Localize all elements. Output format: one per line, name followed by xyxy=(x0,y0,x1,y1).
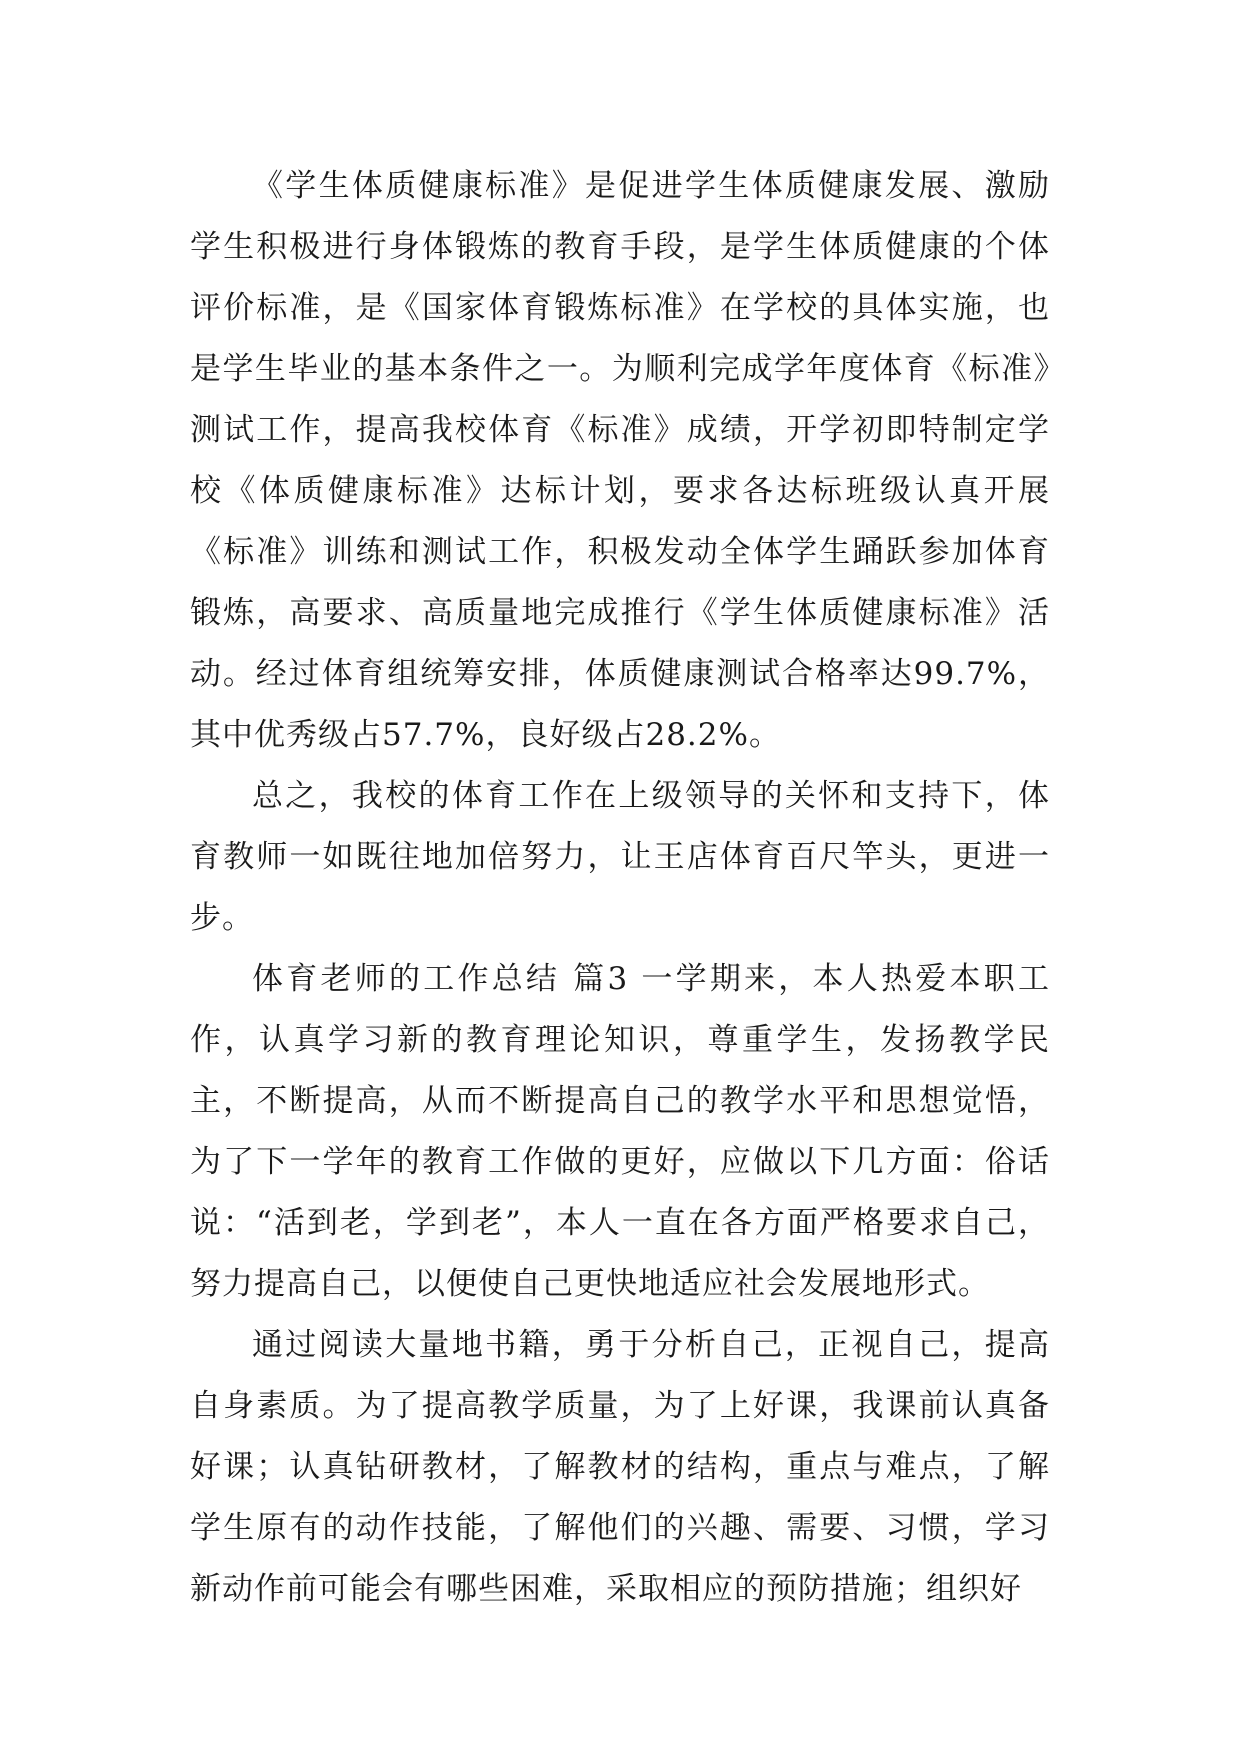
paragraph-standard-implementation: 《学生体质健康标准》是促进学生体质健康发展、激励学生积极进行身体锻炼的教育手段，是学生体质健康的个体评价标准，是《国家体育锻炼标准》在学校的具体实施，也是学生毕业的基本条件之一。为顺利完成学年度体育《标准》测试工作，提高我校体育《标准》成绩，开学初即特制定学校《体质健康标准》达标计划，要求各达标班级认真开展《标准》训练和测试工作，积极发动全体学生踊跃参加体育锻炼，高要求、高质量地完成推行《学生体质健康标准》活动。经过体育组统筹安排，体质健康测试合格率达99.7%，其中优秀级占57.7%，良好级占28.2%。 xyxy=(190,168,1050,753)
paragraph-conclusion: 总之，我校的体育工作在上级领导的关怀和支持下，体育教师一如既往地加倍努力，让王店体育百尺竿头，更进一步。 xyxy=(190,778,1050,936)
document-body xyxy=(190,156,1050,1620)
paragraph-section-3-intro: 体育老师的工作总结 篇3 一学期来，本人热爱本职工作，认真学习新的教育理论知识，尊重学生，发扬教学民主，不断提高，从而不断提高自己的教学水平和思想觉悟，为了下一学年的教育工作做的更好，应做以下几方面：俗话说：“活到老，学到老”，本人一直在各方面严格要求自己，努力提高自己，以便使自己更快地适应社会发展地形式。 xyxy=(190,961,1050,1302)
paragraph-self-improvement: 通过阅读大量地书籍，勇于分析自己，正视自己，提高自身素质。为了提高教学质量，为了上好课，我课前认真备好课；认真钻研教材，了解教材的结构，重点与难点，了解学生原有的动作技能，了解他们的兴趣、需要、习惯，学习新动作前可能会有哪些困难，采取相应的预防措施；组织好 xyxy=(190,1327,1050,1607)
